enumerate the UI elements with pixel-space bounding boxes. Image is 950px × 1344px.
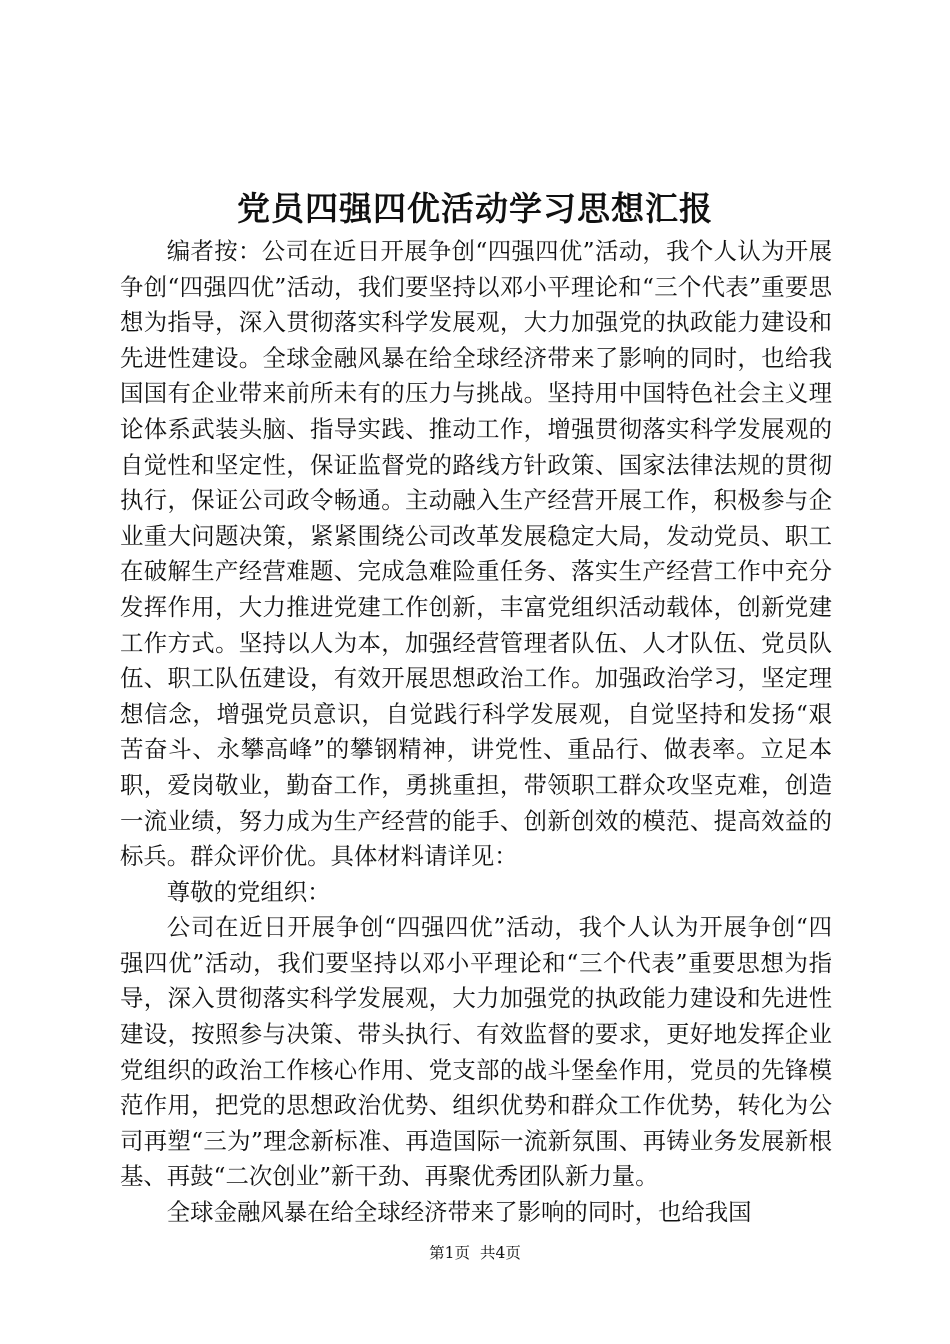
document-body [120,234,832,1231]
editor-note-paragraph: 编者按：公司在近日开展争创“四强四优”活动，我个人认为开展争创“四强四优”活动，我们要坚持以邓小平理论和“三个代表”重要思想为指导，深入贯彻落实科学发展观，大力加强党的执政能力建设和先进性建设。全球金融风暴在给全球经济带来了影响的同时，也给我国国有企业带来前所未有的压力与挑战。坚持用中国特色社会主义理论体系武装头脑、指导实践、推动工作，增强贯彻落实科学发展观的自觉性和坚定性，保证监督党的路线方针政策、国家法律法规的贯彻执行，保证公司政令畅通。主动融入生产经营开展工作，积极参与企业重大问题决策，紧紧围绕公司改革发展稳定大局，发动党员、职工在破解生产经营难题、完成急难险重任务、落实生产经营工作中充分发挥作用，大力推进党建工作创新，丰富党组织活动载体，创新党建工作方式。坚持以人为本，加强经营管理者队伍、人才队伍、党员队伍、职工队伍建设，有效开展思想政治工作。加强政治学习，坚定理想信念，增强党员意识，自觉践行科学发展观，自觉坚持和发扬“艰苦奋斗、永攀高峰”的攀钢精神，讲党性、重品行、做表率。立足本职，爱岗敬业，勤奋工作，勇挑重担，带领职工群众攻坚克难，创造一流业绩，努力成为生产经营的能手、创新创效的模范、提高效益的标兵。群众评价优。具体材料请详见： [120,237,832,871]
body-paragraph: 全球金融风暴在给全球经济带来了影响的同时，也给我国 [166,1198,752,1227]
page-number: 第1页 [429,1244,470,1262]
body-paragraph: 公司在近日开展争创“四强四优”活动，我个人认为开展争创“四强四优”活动，我们要坚持以邓小平理论和“三个代表”重要思想为指导，深入贯彻落实科学发展观，大力加强党的执政能力建设和先进性建设，按照参与决策、带头执行、有效监督的要求，更好地发挥企业党组织的政治工作核心作用、党支部的战斗堡垒作用，党员的先锋模范作用，把党的思想政治优势、组织优势和群众工作优势，转化为公司再塑“三为”理念新标准、再造国际一流新氛围、再铸业务发展新根基、再鼓“二次创业”新干劲、再聚优秀团队新力量。 [120,913,832,1191]
salutation-paragraph: 尊敬的党组织： [166,877,331,906]
page-footer [0,1242,950,1264]
page-total: 共4页 [480,1244,521,1262]
document-title: 党员四强四优活动学习思想汇报 [237,189,713,228]
